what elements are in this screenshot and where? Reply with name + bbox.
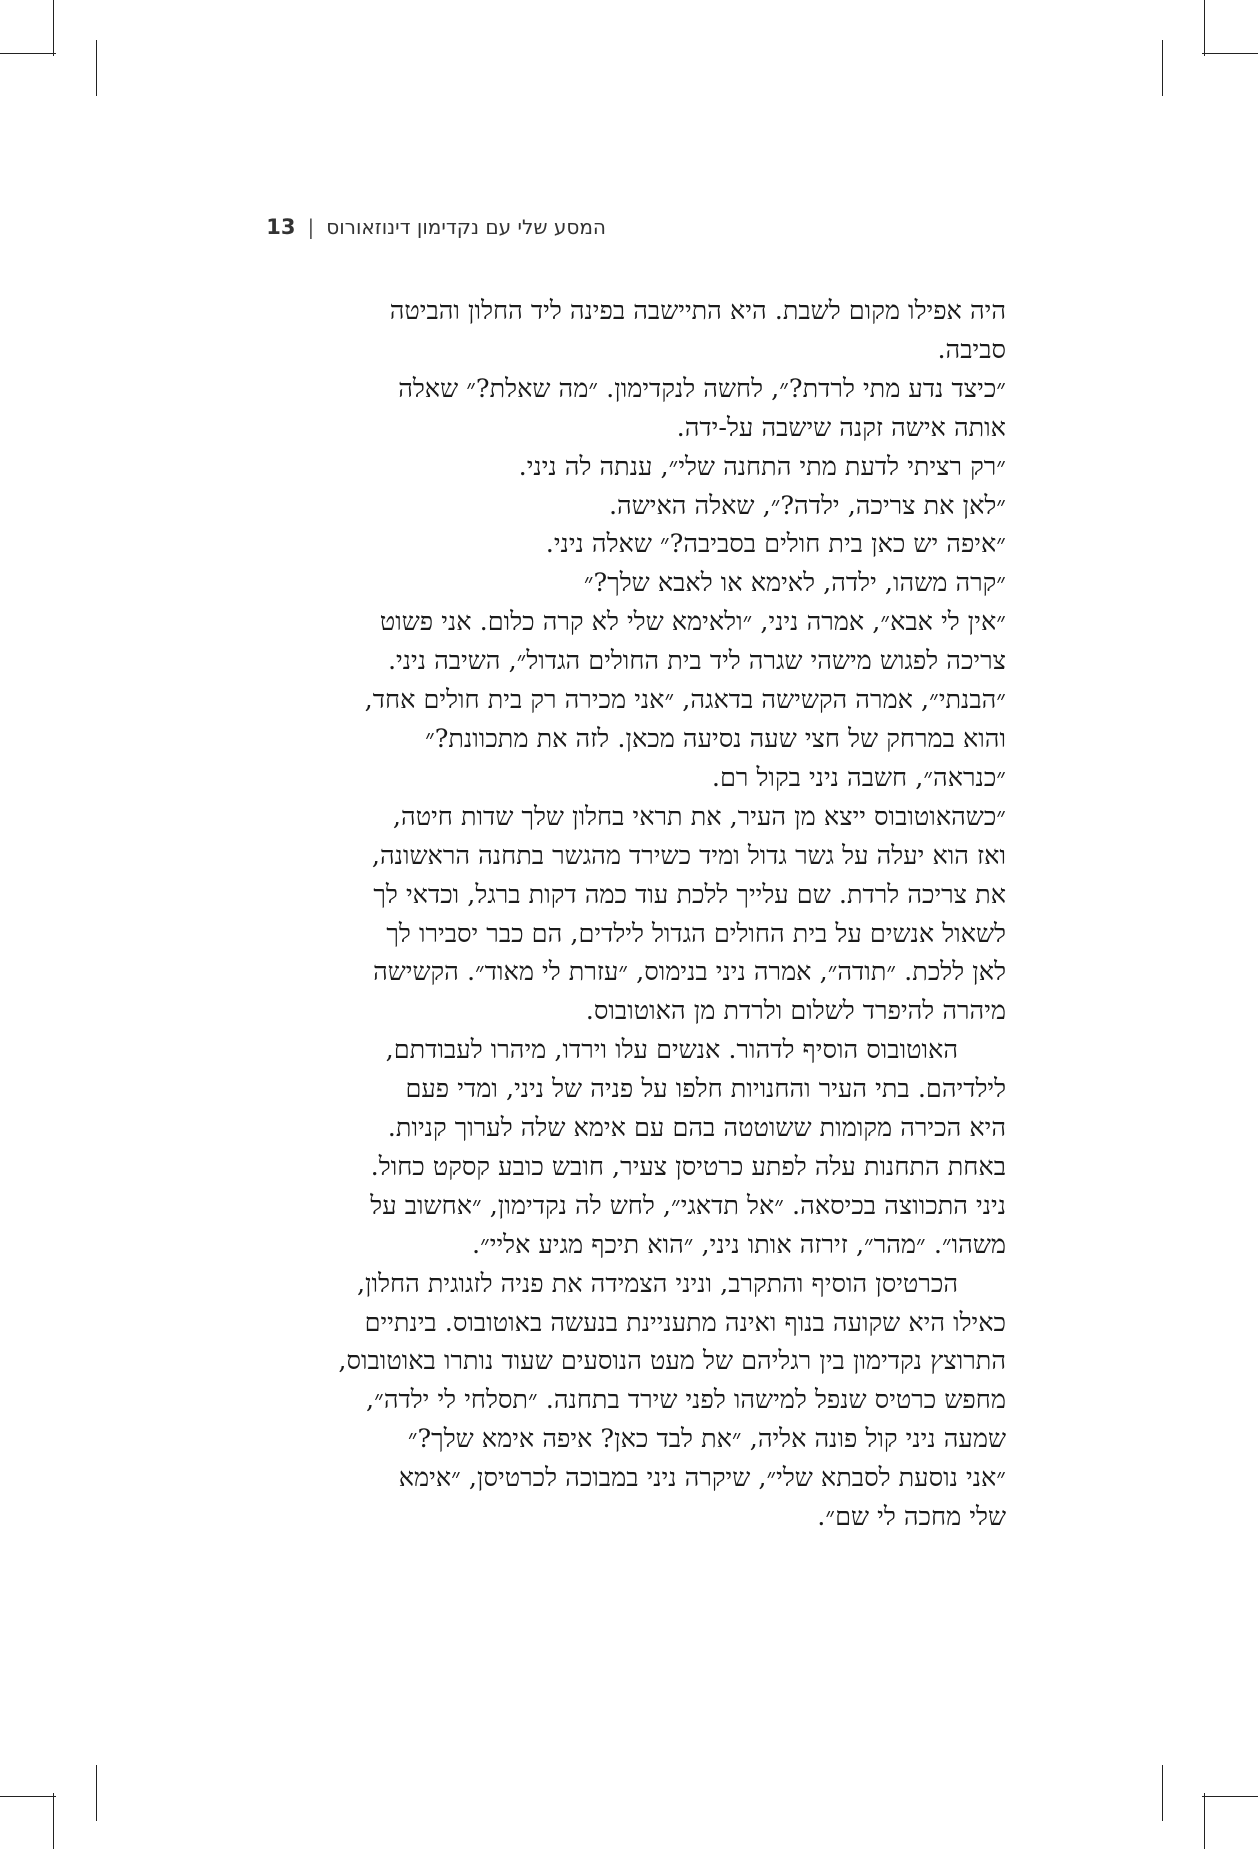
paragraph-6: ״קרה משהו, ילדה, לאימא או לאבא שלך?״	[583, 568, 1006, 599]
paragraph-2: ״כיצד נדע מתי לרדת?״, לחשה לנקדימון. ״מה שאלת?״ שאלה אותה אישה זקנה שישבה על-ידה.	[398, 373, 1006, 443]
paragraph-9: ״כנראה״, חשבה ניני בקול רם.	[711, 762, 1006, 793]
paragraph-8: ״הבנתי״, אמרה הקשישה בדאגה, ״אני מכירה רק בית חולים אחד, והוא במרחק של חצי שעה נסיעה מכאן. לזה את מתכוונת?״	[364, 685, 1006, 754]
body-text	[216, 292, 1006, 1537]
paragraph-7: ״אין לי אבא״, אמרה ניני, ״ולאימא שלי לא קרה כלום. אני פשוט צריכה לפגוש מישהי שגרה ליד בית החולים הגדול״, השיבה ניני.	[379, 607, 1006, 677]
crop-mark-top-left-inner-vertical	[96, 40, 97, 96]
paragraph-13: ״אני נוסעת לסבתא שלי״, שיקרה ניני במבוכה לכרטיסן, ״אימא שלי מחכה לי שם״.	[398, 1463, 1006, 1533]
paragraph-11: האוטובוס הוסיף לדהור. אנשים עלו וירדו, מיהרו לעבודתם, לילדיהם. בתי העיר והחנויות חלפו על פניה של ניני, ומדי פעם היא הכירה מקומות ששוטטה בהם עם אימא שלה לערוך קניות. באחת התחנות עלה לפתע כרטיסן צעיר, חובש כובע קסקט כחול. ניני התכווצה בכיסאה. ״אל תדאגי״, לחש לה נקדימון, ״אחשוב על משהו״. ״מהר״, זירזה אותו ניני, ״הוא תיכף מגיע אליי״.	[370, 1035, 1006, 1260]
crop-mark-top-right-horizontal	[1202, 53, 1258, 54]
crop-mark-bottom-right-horizontal	[1202, 1796, 1258, 1797]
crop-mark-bottom-right-vertical	[1204, 1793, 1205, 1849]
crop-mark-bottom-left-vertical	[53, 1793, 54, 1849]
paragraph-5: ״איפה יש כאן בית חולים בסביבה?״ שאלה ניני.	[545, 529, 1006, 560]
paragraph-12: הכרטיסן הוסיף והתקרב, וניני הצמידה את פניה לזגוגית החלון, כאילו היא שקועה בנוף ואינה מתעניינת בנעשה באוטובוס. בינתיים התרוצץ נקדימון בין רגליהם של מעט הנוסעים שעוד נותרו באוטובוס, מחפש כרטיס שנפל למישהו לפני שירד בתחנה. ״תסלחי לי ילדה״, שמעה ניני קול פונה אליה, ״את לבד כאן? איפה אימא שלך?״	[338, 1268, 1006, 1455]
crop-mark-top-left-horizontal	[0, 53, 56, 54]
crop-mark-top-left-vertical	[53, 0, 54, 56]
crop-mark-top-right-inner-vertical	[1162, 40, 1163, 96]
running-header	[216, 210, 606, 244]
crop-mark-bottom-right-inner-vertical	[1162, 1765, 1163, 1821]
crop-mark-bottom-left-horizontal	[0, 1796, 56, 1797]
paragraph-1: היה אפילו מקום לשבת. היא התיישבה בפינה ליד החלון והביטה סביבה.	[389, 296, 1006, 365]
paragraph-10: ״כשהאוטובוס ייצא מן העיר, את תראי בחלון שלך שדות חיטה, ואז הוא יעלה על גשר גדול ומיד כשירד מהגשר בתחנה הראשונה, את צריכה לרדת. שם עלייך ללכת עוד כמה דקות ברגל, וכדאי לך לשאול אנשים על בית החולים הגדול לילדים, הם כבר יסבירו לך לאן ללכת. ״תודה״, אמרה ניני בנימוס, ״עזרת לי מאוד״. הקשישה מיהרה להיפרד לשלום ולרדת מן האוטובוס.	[371, 801, 1006, 1027]
page-number: 13	[266, 215, 296, 239]
paragraph-4: ״לאן את צריכה, ילדה?״, שאלה האישה.	[608, 490, 1006, 521]
book-title: המסע שלי עם נקדימון דינוזאורוס	[326, 215, 606, 239]
crop-mark-top-right-vertical	[1204, 0, 1205, 56]
crop-mark-bottom-left-inner-vertical	[96, 1765, 97, 1821]
header-separator: |	[307, 215, 315, 239]
paragraph-3: ״רק רציתי לדעת מתי התחנה שלי״, ענתה לה ניני.	[518, 451, 1006, 482]
